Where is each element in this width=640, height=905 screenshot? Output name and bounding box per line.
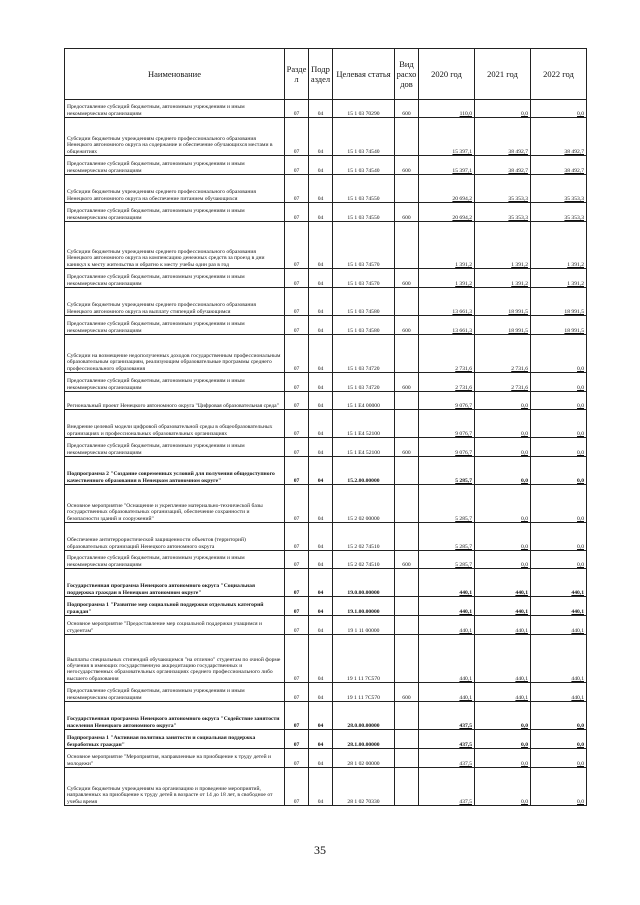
row-2022: 0,0 (531, 335, 587, 373)
row-kind (395, 175, 419, 203)
row-section: 07 (285, 485, 309, 523)
row-2020: 5 285,7 (419, 523, 475, 551)
table-row (65, 616, 587, 635)
row-target: 15 1 E4 52100 (333, 438, 395, 457)
row-section: 07 (285, 100, 309, 118)
budget-table (64, 48, 587, 806)
row-target: 15 1 03 74550 (333, 175, 395, 203)
row-2022: 0,0 (531, 749, 587, 768)
row-target: 28.1.00.00000 (333, 730, 395, 749)
row-section: 07 (285, 551, 309, 569)
row-kind (395, 485, 419, 523)
row-name: Субсидии бюджетным учреждениям среднего профессионального образования Ненецкого автономного округа на компенсацию денежных средств за проезд в дни каникул к месту жительства и обратно к месту учебы один раз в год (65, 222, 285, 269)
row-2022: 440,1 (531, 597, 587, 616)
row-target: 15 1 03 74550 (333, 203, 395, 222)
row-subsection: 04 (309, 551, 333, 569)
row-2020: 437,5 (419, 749, 475, 768)
row-kind: 600 (395, 316, 419, 335)
row-subsection: 04 (309, 768, 333, 806)
row-target: 15 2 02 00000 (333, 485, 395, 523)
row-kind: 600 (395, 373, 419, 392)
row-2020: 15 397,1 (419, 118, 475, 156)
table-body (65, 100, 587, 806)
row-section: 07 (285, 392, 309, 410)
row-target: 28 1 02 70330 (333, 768, 395, 806)
row-section: 07 (285, 749, 309, 768)
row-name: Субсидии бюджетным учреждениям среднего профессионального образования Ненецкого автономного округа на обеспечение питанием обучающихся (65, 175, 285, 203)
table-row (65, 551, 587, 569)
row-2022: 0,0 (531, 523, 587, 551)
row-2020: 1 391,2 (419, 222, 475, 269)
row-subsection: 04 (309, 438, 333, 457)
row-name: Предоставление субсидий бюджетным, автономным учреждениям и иным некоммерческим организациям (65, 316, 285, 335)
table-row (65, 768, 587, 806)
row-target: 15 1 03 74570 (333, 222, 395, 269)
table-row (65, 203, 587, 222)
row-2022: 440,1 (531, 635, 587, 683)
row-2021: 2 731,6 (475, 335, 531, 373)
row-name: Выплаты специальных стипендий обучающимся "на отлично" студентам по очной форме обучения в имеющих государственную аккредитацию государственных и негосударственных образовательных организациях среднего профессионального либо высшего образования (65, 635, 285, 683)
row-kind (395, 569, 419, 597)
table-row (65, 597, 587, 616)
row-name: Предоставление субсидий бюджетным, автономным учреждениям и иным некоммерческим организациям (65, 156, 285, 175)
row-name: Основное мероприятие "Предоставление мер социальной поддержки учащимся и студентам" (65, 616, 285, 635)
row-name: Субсидии на возмещение недополученных доходов государственным профессиональным образовательным организациям, реализующим образовательные программы среднего профессионального образования (65, 335, 285, 373)
row-2021: 1 391,2 (475, 269, 531, 288)
row-subsection: 04 (309, 118, 333, 156)
row-2020: 5 285,7 (419, 551, 475, 569)
row-2020: 13 661,3 (419, 288, 475, 316)
row-kind (395, 702, 419, 730)
row-section: 07 (285, 156, 309, 175)
row-subsection: 04 (309, 730, 333, 749)
row-subsection: 04 (309, 316, 333, 335)
row-subsection: 04 (309, 373, 333, 392)
row-kind: 600 (395, 438, 419, 457)
row-section: 07 (285, 203, 309, 222)
row-name: Государственная программа Ненецкого автономного округа "Содействие занятости населения Ненецкого автономного округа" (65, 702, 285, 730)
row-section: 07 (285, 635, 309, 683)
row-subsection: 04 (309, 269, 333, 288)
row-name: Предоставление субсидий бюджетным, автономным учреждениям и иным некоммерческим организациям (65, 100, 285, 118)
row-2020: 440,1 (419, 597, 475, 616)
row-target: 15 1 03 70290 (333, 100, 395, 118)
row-name: Подпрограмма 1 "Активная политика занятости и социальная поддержка безработных граждан" (65, 730, 285, 749)
row-section: 07 (285, 597, 309, 616)
row-section: 07 (285, 222, 309, 269)
row-2022: 1 391,2 (531, 269, 587, 288)
row-kind: 600 (395, 100, 419, 118)
row-2021: 0,0 (475, 523, 531, 551)
row-2021: 0,0 (475, 768, 531, 806)
row-section: 07 (285, 269, 309, 288)
header-subsection: Подр аздел (309, 49, 333, 100)
row-kind (395, 730, 419, 749)
row-2021: 38 492,7 (475, 156, 531, 175)
row-2021: 440,1 (475, 635, 531, 683)
row-name: Государственная программа Ненецкого автономного округа "Социальная поддержка граждан в Ненецком автономном округе" (65, 569, 285, 597)
row-name: Подпрограмма 2 "Создание современных условий для получения общедоступного качественного образования в Ненецком автономном округе" (65, 457, 285, 485)
row-section: 07 (285, 410, 309, 438)
row-subsection: 04 (309, 597, 333, 616)
row-2022: 38 492,7 (531, 156, 587, 175)
row-2021: 440,1 (475, 569, 531, 597)
row-target: 15.2.00.00000 (333, 457, 395, 485)
row-2022: 0,0 (531, 730, 587, 749)
row-2020: 440,1 (419, 616, 475, 635)
row-subsection: 04 (309, 100, 333, 118)
header-2020: 2020 год (419, 49, 475, 100)
row-section: 07 (285, 523, 309, 551)
row-2020: 9 076,7 (419, 410, 475, 438)
row-kind (395, 635, 419, 683)
row-section: 07 (285, 373, 309, 392)
row-kind (395, 335, 419, 373)
row-name: Предоставление субсидий бюджетным, автономным учреждениям и иным некоммерческим организациям (65, 551, 285, 569)
row-2021: 35 353,3 (475, 175, 531, 203)
row-2022: 0,0 (531, 373, 587, 392)
row-2022: 0,0 (531, 100, 587, 118)
table-row (65, 485, 587, 523)
row-2022: 35 353,3 (531, 203, 587, 222)
row-2022: 0,0 (531, 457, 587, 485)
row-name: Субсидии бюджетным учреждениям среднего профессионального образования Ненецкого автономного округа на содержание и обеспечение обучающихся местами в общежитиях (65, 118, 285, 156)
page-number: 35 (314, 843, 326, 857)
row-2021: 38 492,7 (475, 118, 531, 156)
row-name: Предоставление субсидий бюджетным, автономным учреждениям и иным некоммерческим организациям (65, 373, 285, 392)
row-target: 19.1.00.00000 (333, 597, 395, 616)
row-name: Внедрение целевой модели цифровой образовательной среды в общеобразовательных организациях и профессиональных образовательных организациях (65, 410, 285, 438)
row-2020: 20 694,2 (419, 175, 475, 203)
header-2021: 2021 год (475, 49, 531, 100)
row-kind: 600 (395, 683, 419, 702)
row-section: 07 (285, 616, 309, 635)
row-kind (395, 410, 419, 438)
row-subsection: 04 (309, 156, 333, 175)
row-kind: 600 (395, 269, 419, 288)
row-2022: 0,0 (531, 392, 587, 410)
row-2020: 437,5 (419, 730, 475, 749)
table-row (65, 222, 587, 269)
table-row (65, 523, 587, 551)
row-kind (395, 597, 419, 616)
row-target: 19 1 11 00000 (333, 616, 395, 635)
table-row (65, 316, 587, 335)
row-section: 07 (285, 683, 309, 702)
row-2020: 5 285,7 (419, 485, 475, 523)
row-2021: 0,0 (475, 702, 531, 730)
row-subsection: 04 (309, 457, 333, 485)
table-row (65, 749, 587, 768)
row-2022: 35 353,3 (531, 175, 587, 203)
row-2020: 9 076,7 (419, 392, 475, 410)
table-row (65, 118, 587, 156)
row-kind: 600 (395, 156, 419, 175)
row-2022: 18 991,5 (531, 316, 587, 335)
row-target: 28.0.00.00000 (333, 702, 395, 730)
table-row (65, 702, 587, 730)
row-kind (395, 288, 419, 316)
row-subsection: 04 (309, 222, 333, 269)
table-row (65, 156, 587, 175)
row-kind: 600 (395, 551, 419, 569)
row-2021: 0,0 (475, 457, 531, 485)
row-subsection: 04 (309, 175, 333, 203)
header-section: Разде л (285, 49, 309, 100)
row-subsection: 04 (309, 335, 333, 373)
row-2021: 440,1 (475, 597, 531, 616)
table-row (65, 635, 587, 683)
row-2021: 0,0 (475, 410, 531, 438)
row-2020: 2 731,6 (419, 373, 475, 392)
row-2020: 110,0 (419, 100, 475, 118)
table-row (65, 373, 587, 392)
row-2022: 440,1 (531, 569, 587, 597)
row-2021: 0,0 (475, 551, 531, 569)
row-target: 15 1 03 74540 (333, 118, 395, 156)
row-2020: 13 661,3 (419, 316, 475, 335)
row-section: 07 (285, 438, 309, 457)
row-section: 07 (285, 768, 309, 806)
row-2022: 0,0 (531, 551, 587, 569)
row-name: Предоставление субсидий бюджетным, автономным учреждениям и иным некоммерческим организациям (65, 203, 285, 222)
row-2021: 18 991,5 (475, 288, 531, 316)
row-2020: 440,1 (419, 569, 475, 597)
row-target: 15 1 03 74580 (333, 316, 395, 335)
row-kind (395, 222, 419, 269)
row-kind (395, 768, 419, 806)
table-row (65, 457, 587, 485)
row-subsection: 04 (309, 749, 333, 768)
row-section: 07 (285, 457, 309, 485)
row-2020: 440,1 (419, 683, 475, 702)
row-target: 15 1 03 74570 (333, 269, 395, 288)
row-target: 15 1 E4 00000 (333, 392, 395, 410)
row-2021: 0,0 (475, 730, 531, 749)
table-row (65, 100, 587, 118)
row-subsection: 04 (309, 635, 333, 683)
row-2020: 9 076,7 (419, 438, 475, 457)
row-2021: 440,1 (475, 683, 531, 702)
table-row (65, 730, 587, 749)
row-target: 15 2 02 74510 (333, 551, 395, 569)
table-row (65, 288, 587, 316)
row-2020: 1 391,2 (419, 269, 475, 288)
row-2020: 15 397,1 (419, 156, 475, 175)
row-2022: 18 991,5 (531, 288, 587, 316)
row-section: 07 (285, 288, 309, 316)
row-section: 07 (285, 335, 309, 373)
row-target: 15 1 E4 52100 (333, 410, 395, 438)
table-header-row (65, 49, 587, 100)
row-kind (395, 392, 419, 410)
row-2021: 18 991,5 (475, 316, 531, 335)
row-2021: 35 353,3 (475, 203, 531, 222)
row-name: Основное мероприятие "Мероприятия, направленные на приобщение к труду детей и молодежи" (65, 749, 285, 768)
row-section: 07 (285, 316, 309, 335)
row-subsection: 04 (309, 569, 333, 597)
row-name: Предоставление субсидий бюджетным, автономным учреждениям и иным некоммерческим организациям (65, 683, 285, 702)
row-kind (395, 523, 419, 551)
row-subsection: 04 (309, 203, 333, 222)
row-2020: 437,5 (419, 702, 475, 730)
row-target: 19 1 11 7С570 (333, 683, 395, 702)
row-2022: 0,0 (531, 410, 587, 438)
row-name: Субсидии бюджетным учреждениям среднего профессионального образования Ненецкого автономного округа на выплату стипендий обучающимся (65, 288, 285, 316)
row-2021: 0,0 (475, 749, 531, 768)
row-section: 07 (285, 702, 309, 730)
row-name: Предоставление субсидий бюджетным, автономным учреждениям и иным некоммерческим организациям (65, 438, 285, 457)
table-row (65, 410, 587, 438)
row-2020: 440,1 (419, 635, 475, 683)
row-2021: 1 391,2 (475, 222, 531, 269)
row-2021: 440,1 (475, 616, 531, 635)
row-subsection: 04 (309, 616, 333, 635)
row-2022: 0,0 (531, 768, 587, 806)
row-subsection: 04 (309, 392, 333, 410)
row-2022: 1 391,2 (531, 222, 587, 269)
row-name: Подпрограмма 1 "Развитие мер социальной поддержки отдельных категорий граждан" (65, 597, 285, 616)
row-2021: 0,0 (475, 485, 531, 523)
row-2022: 440,1 (531, 616, 587, 635)
header-name: Наименование (65, 49, 285, 100)
table-row (65, 392, 587, 410)
header-target: Целевая статья (333, 49, 395, 100)
table-row (65, 335, 587, 373)
row-2020: 5 285,7 (419, 457, 475, 485)
row-name: Основное мероприятие "Оснащение и укрепление материально-технической базы государственных образовательных организаций, обеспечение сохранности и безопасности зданий и сооружений" (65, 485, 285, 523)
row-2020: 437,5 (419, 768, 475, 806)
row-section: 07 (285, 175, 309, 203)
row-2021: 2 731,6 (475, 373, 531, 392)
row-name: Обеспечение антитеррористической защищенности объектов (территорий) образовательных организаций Ненецкого автономного округа (65, 523, 285, 551)
row-target: 28 1 02 00000 (333, 749, 395, 768)
row-2021: 0,0 (475, 100, 531, 118)
row-kind: 600 (395, 203, 419, 222)
table-row (65, 175, 587, 203)
row-target: 15 1 03 74540 (333, 156, 395, 175)
row-2022: 0,0 (531, 485, 587, 523)
row-section: 07 (285, 118, 309, 156)
row-kind (395, 616, 419, 635)
row-target: 15 2 02 74510 (333, 523, 395, 551)
row-section: 07 (285, 730, 309, 749)
row-2021: 0,0 (475, 392, 531, 410)
row-2020: 20 694,2 (419, 203, 475, 222)
row-target: 15 1 03 74580 (333, 288, 395, 316)
table-row (65, 269, 587, 288)
row-2021: 0,0 (475, 438, 531, 457)
row-2022: 440,1 (531, 683, 587, 702)
header-2022: 2022 год (531, 49, 587, 100)
row-target: 15 1 03 74720 (333, 335, 395, 373)
row-target: 15 1 03 74720 (333, 373, 395, 392)
row-subsection: 04 (309, 485, 333, 523)
row-kind (395, 118, 419, 156)
table-row (65, 683, 587, 702)
row-subsection: 04 (309, 683, 333, 702)
row-name: Региональный проект Ненецкого автономного округа "Цифровая образовательная среда" (65, 392, 285, 410)
row-subsection: 04 (309, 702, 333, 730)
table-row (65, 438, 587, 457)
row-2022: 0,0 (531, 438, 587, 457)
row-name: Предоставление субсидий бюджетным, автономным учреждениям и иным некоммерческим организациям (65, 269, 285, 288)
row-section: 07 (285, 569, 309, 597)
row-2020: 2 731,6 (419, 335, 475, 373)
row-2022: 38 492,7 (531, 118, 587, 156)
row-kind (395, 457, 419, 485)
row-subsection: 04 (309, 410, 333, 438)
row-name: Субсидии бюджетным учреждениям на организацию и проведение мероприятий, направленных на приобщение к труду детей в возрасте от 14 до 18 лет, в свободное от учебы время (65, 768, 285, 806)
row-target: 19 1 11 7С570 (333, 635, 395, 683)
row-kind (395, 749, 419, 768)
table-row (65, 569, 587, 597)
header-kind: Вид расхо дов (395, 49, 419, 100)
row-subsection: 04 (309, 523, 333, 551)
row-target: 19.0.00.00000 (333, 569, 395, 597)
row-subsection: 04 (309, 288, 333, 316)
row-2022: 0,0 (531, 702, 587, 730)
